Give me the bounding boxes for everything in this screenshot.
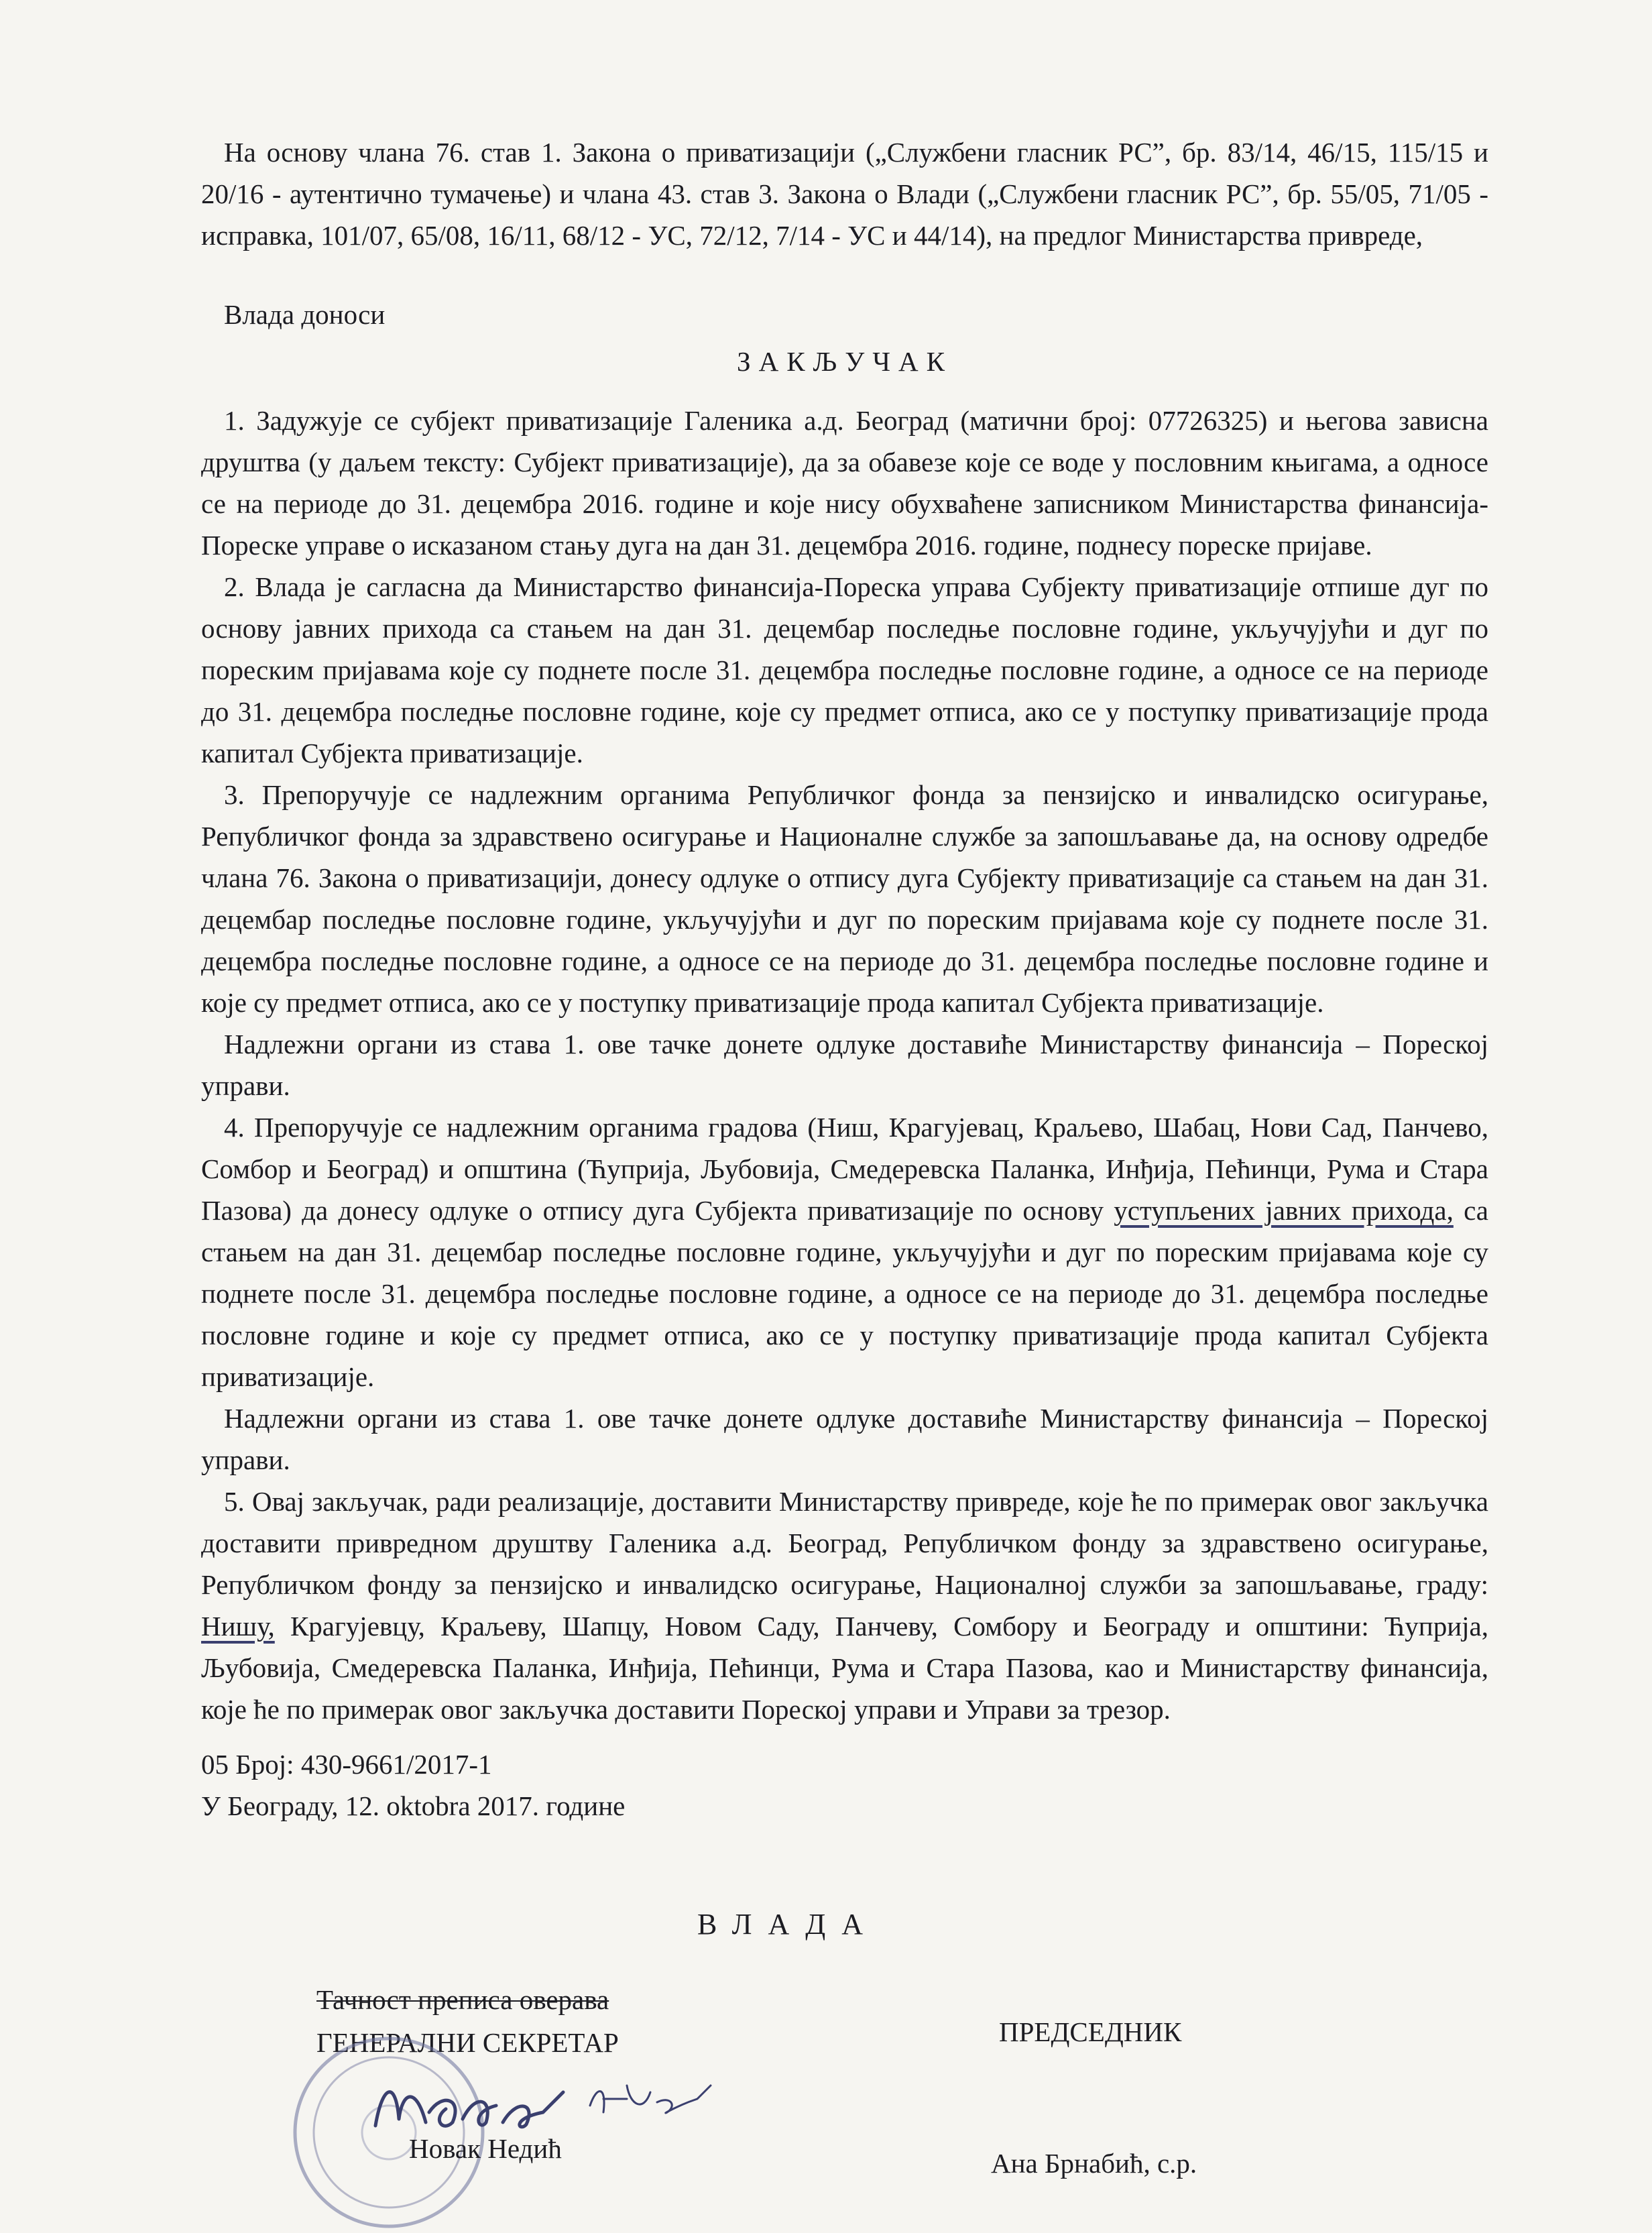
item-4-text-end: са стањем на дан 31. децембар последње пословне године, укључујући и дуг по пореским пријавама које су поднете после 31. децембра последње пословне године, а односе се на периоде до 31. децембра последње пословне године и које су предмет отписа, ако се у поступку приватизације прода капитал Субјекта приватизације.	[201, 1195, 1488, 1392]
item-3-note: Надлежни органи из става 1. ове тачке донете одлуке доставиће Министарству финансија – Пореској управи.	[201, 1029, 1488, 1101]
item-5-text-start: 5. Овај закључак, ради реализације, доставити Министарству привреде, које ће по примерак овог закључка доставити привредном друштву Галеника а.д. Београд, Републичком фонду за здравствено осигурање, Републичком фонду за пензијско и инвалидско осигурање, Националној служби за запошљавање, граду:	[201, 1486, 1488, 1600]
item-4-text-start: 4. Препоручује се надлежним органима градова (Ниш, Крагујевац, Краљево, Шабац, Нови Сад, Панчево, Сомбор и Београд) и општина (Ћуприја, Љубовија, Смедеревска Паланка, Инђија, Пећинци, Рума и Стара Пазова) да донесу одлуке о отпису дуга Субјекта приватизације по основу	[201, 1112, 1488, 1226]
president-title: ПРЕДСЕДНИК	[999, 2016, 1182, 2047]
item-5-underlined-text: Нишу,	[201, 1611, 275, 1642]
item-4-note: Надлежни органи из става 1. ове тачке донете одлуке доставиће Министарству финансија – Пореској управи.	[201, 1403, 1488, 1475]
item-4-paragraph	[201, 1106, 1488, 1397]
certification-line	[316, 1984, 609, 2016]
president-name: Ана Брнабић, с.р.	[991, 2148, 1197, 2179]
item-3-paragraph: 3. Препоручује се надлежним органима Републичког фонда за пензијско и инвалидско осигурање, Републичког фонда за здравствено осигурање и Националне службе за запошљавање да, на основу одредбе члана 76. Закона о приватизацији, донесу одлуке о отпису дуга Субјекту приватизације са стањем на дан 31. децембар последње пословне године, укључујући и дуг по пореским пријавама које су поднете после 31. децембра последње пословне године, а односе се на периоде до 31. децембра последње пословне године и које су предмет отписа, ако се у поступку приватизације прода капитал Субјекта приватизације.	[201, 779, 1488, 1018]
document-heading: ЗАКЉУЧАК	[737, 346, 953, 377]
general-secretary-title: ГЕНЕРАЛНИ СЕКРЕТАР	[316, 2027, 619, 2058]
general-secretary-name: Новак Недић	[409, 2133, 562, 2164]
item-4-underlined-text: уступљених јавних прихода,	[1114, 1195, 1454, 1226]
preamble-paragraph: На основу члана 76. став 1. Закона о приватизацији („Службени гласник РС”, бр. 83/14, 46/15, 115/15 и 20/16 - аутентично тумачење) и члана 43. став 3. Закона о Влади („Службени гласник РС”, бр. 55/05, 71/05 - исправка, 101/07, 65/08, 16/11, 68/12 - УС, 72/12, 7/14 - УС и 44/14), на предлог Министарства привреде,	[201, 137, 1488, 251]
item-1-paragraph: 1. Задужује се субјект приватизације Галеника а.д. Београд (матични број: 07726325) и његова зависна друштва (у даљем тексту: Субјект приватизације), да за обавезе које се воде у пословним књигама, а односе се на периоде до 31. децембра 2016. године и које нису обухваћене записником Министарства финансија-Пореске управе о исказаном стању дуга на дан 31. децембра 2016. године, поднесу пореске пријаве.	[201, 405, 1488, 561]
item-5-text-end: Крагујевцу, Краљеву, Шапцу, Новом Саду, Панчеву, Сомбору и Београду и општини: Ћуприја, Љубовија, Смедеревска Паланка, Инђија, Пећинци, Рума и Стара Пазова, као и Министарству финансија, које ће по примерак овог закључка доставити Пореској управи и Управи за трезор.	[201, 1611, 1488, 1725]
government-signature-heading: ВЛАДА	[697, 1908, 880, 1941]
certification-text: Тачност преписа оверава	[316, 1984, 609, 2015]
place-and-date: У Београду, 12. oktobra 2017. године	[201, 1790, 626, 1821]
item-5-paragraph	[201, 1481, 1488, 1730]
document-number: 05 Број: 430-9661/2017-1	[201, 1749, 492, 1780]
item-2-paragraph: 2. Влада је сагласна да Министарство финансија-Пореска управа Субјекту приватизације отпише дуг по основу јавних прихода са стањем на дан 31. децембар последње пословне године, укључујући и дуг по пореским пријавама које су поднете после 31. децембра последње пословне године, а односе се на периоде до 31. децембра последње пословне године, које су предмет отписа, ако се у поступку приватизације прода капитал Субјекта приватизације.	[201, 571, 1488, 768]
government-adopts-line: Влада доноси	[224, 299, 386, 330]
document-body	[201, 131, 1488, 1730]
